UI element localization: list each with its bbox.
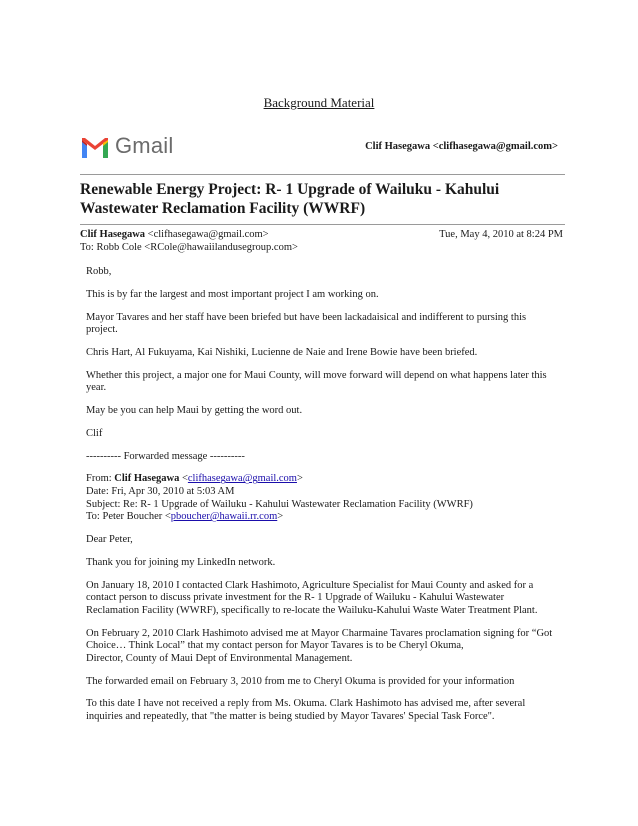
forward-divider: ---------- Forwarded message ---------- bbox=[86, 450, 245, 462]
sender-name: Clif Hasegawa bbox=[80, 229, 146, 240]
paragraph: Chris Hart, Al Fukuyama, Kai Nishiki, Lucienne de Naie and Irene Bowie have been briefed. bbox=[86, 346, 478, 358]
account-email: Clif Hasegawa <clifhasegawa@gmail.com> bbox=[365, 141, 558, 152]
thread-subject: Renewable Energy Project: R- 1 Upgrade of Wailuku - Kahului Wastewater Reclamation Facility (WWRF) bbox=[80, 181, 500, 217]
gmail-logo bbox=[80, 132, 180, 162]
greeting: Robb, bbox=[86, 266, 112, 277]
forward-headers: From: Clif Hasegawa <clifhasegawa@gmail.com> Date: Fri, Apr 30, 2010 at 5:03 AM Subject: Re: R- 1 Upgrade of Wailuku - Kahului Wastewater Reclamation Facility (WWRF) To: Peter Boucher <pboucher@hawaii.rr.com> bbox=[86, 473, 473, 523]
paragraph: Whether this project, a major one for Maui County, will move forward will depend on what happens later this year. bbox=[86, 369, 547, 394]
forward-date: Date: Fri, Apr 30, 2010 at 5:03 AM bbox=[86, 486, 235, 498]
greeting: Dear Peter, bbox=[86, 534, 133, 545]
divider bbox=[80, 174, 565, 175]
message-sender bbox=[80, 229, 269, 240]
message-recipient: To: Robb Cole <RCole@hawaiilandusegroup.com> bbox=[80, 242, 298, 253]
divider bbox=[80, 224, 565, 225]
gmail-m-icon bbox=[80, 136, 110, 160]
message-date: Tue, May 4, 2010 at 8:24 PM bbox=[439, 229, 563, 240]
from-email-link[interactable]: clifhasegawa@gmail.com bbox=[187, 473, 297, 485]
message-body bbox=[86, 266, 556, 734]
from-name: Clif Hasegawa bbox=[114, 473, 180, 485]
to-label: To: Peter Boucher < bbox=[86, 511, 171, 523]
paragraph: May be you can help Maui by getting the word out. bbox=[86, 405, 303, 417]
paragraph: This is by far the largest and most important project I am working on. bbox=[86, 288, 379, 300]
sender-email: <clifhasegawa@gmail.com> bbox=[145, 229, 269, 240]
paragraph: On January 18, 2010 I contacted Clark Hashimoto, Agriculture Specialist for Maui County and asked for a contact person to discuss private investment for the R- 1 Upgrade of Wailuku - Kahului Wastewater Reclamation Facility (WWRF), specifically to re-locate the Wailuku-Kahului Waste Water Treatment Plant. bbox=[86, 579, 538, 616]
signoff: Clif bbox=[86, 427, 103, 439]
paragraph: The forwarded email on February 3, 2010 from me to Cheryl Okuma is provided for your information bbox=[86, 675, 515, 687]
forward-subject: Subject: Re: R- 1 Upgrade of Wailuku - Kahului Wastewater Reclamation Facility (WWRF) bbox=[86, 498, 473, 510]
paragraph: On February 2, 2010 Clark Hashimoto advised me at Mayor Charmaine Tavares proclamation signing for “Got Choice… Think Local” that my contact person for Mayor Tavares is to be Cheryl Okuma, Director, County of Maui Dept of Environmental Management. bbox=[86, 627, 553, 664]
paragraph: Thank you for joining my LinkedIn network. bbox=[86, 556, 276, 568]
paragraph: Mayor Tavares and her staff have been briefed but have been lackadaisical and indifferent to pursing this project. bbox=[86, 311, 527, 336]
paragraph: To this date I have not received a reply from Ms. Okuma. Clark Hashimoto has advised me, after several inquiries and repeatedly, that "the matter is being studied by Mayor Tavares' Special Task Force". bbox=[86, 698, 526, 722]
to-email-link[interactable]: pboucher@hawaii.rr.com bbox=[170, 511, 278, 523]
page-title: Background Material bbox=[263, 95, 375, 110]
from-label: From: bbox=[86, 473, 115, 485]
gmail-wordmark: Gmail bbox=[115, 133, 174, 158]
